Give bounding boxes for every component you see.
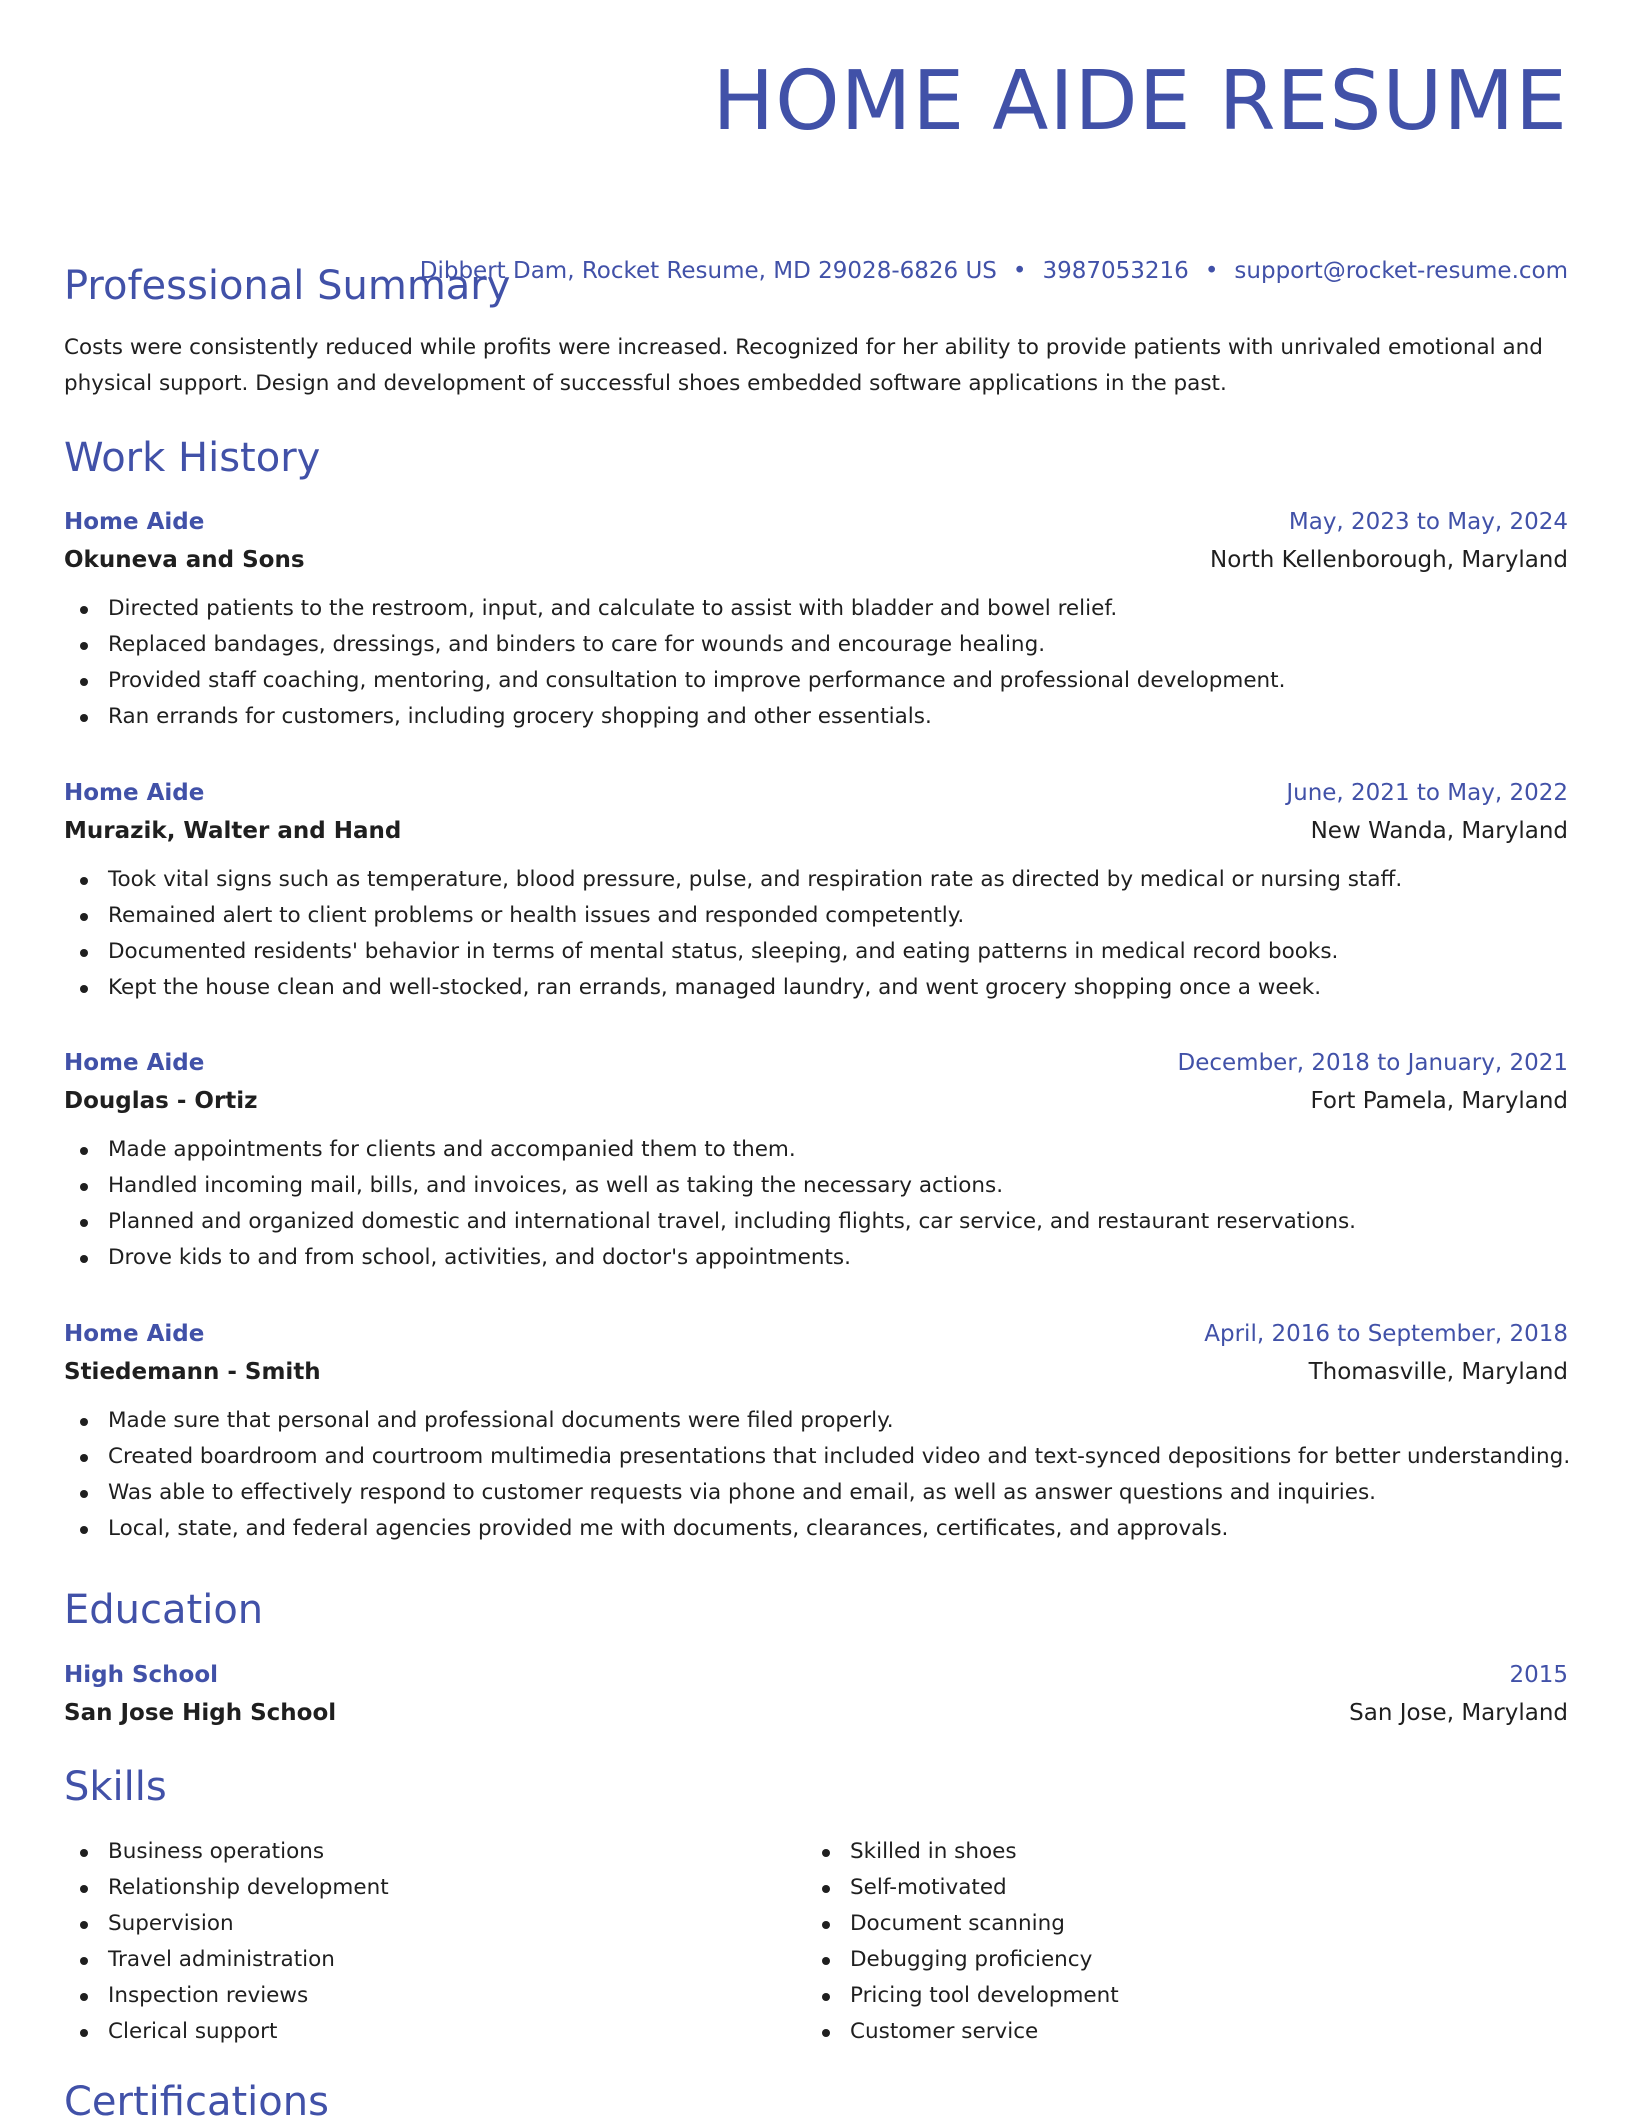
job-bullet: Replaced bandages, dressings, and binders to care for wounds and encourage healing. <box>64 627 1568 663</box>
job-dates: May, 2023 to May, 2024 <box>1288 509 1568 535</box>
job-employer: Okuneva and Sons <box>64 547 305 573</box>
contact-line <box>420 256 1568 286</box>
job-employer: Murazik, Walter and Hand <box>64 818 402 844</box>
skill-item: Business operations <box>64 1834 806 1870</box>
job-bullet: Took vital signs such as temperature, blood pressure, pulse, and respiration rate as directed by medical or nursing staff. <box>64 862 1568 898</box>
section-title-work-history: Work History <box>64 435 321 481</box>
job-entry <box>64 774 1568 1006</box>
job-location: New Wanda, Maryland <box>1310 818 1568 844</box>
section-title-summary: Professional Summary <box>64 263 511 309</box>
skill-item: Clerical support <box>64 2014 806 2050</box>
job-bullet: Made appointments for clients and accompanied them to them. <box>64 1132 1568 1168</box>
job-bullet: Local, state, and federal agencies provided me with documents, clearances, certificates, and approvals. <box>64 1511 1568 1547</box>
skill-item: Relationship development <box>64 1870 806 1906</box>
job-dates: December, 2018 to January, 2021 <box>1177 1050 1568 1076</box>
job-bullet: Was able to effectively respond to customer requests via phone and email, as well as answer questions and inquiries. <box>64 1475 1568 1511</box>
job-location: North Kellenborough, Maryland <box>1210 547 1568 573</box>
job-employer: Stiedemann - Smith <box>64 1359 321 1385</box>
skill-item: Skilled in shoes <box>806 1834 1548 1870</box>
job-bullet: Ran errands for customers, including grocery shopping and other essentials. <box>64 699 1568 735</box>
skill-item: Self-motivated <box>806 1870 1548 1906</box>
contact-email: support@rocket-resume.com <box>1234 258 1568 284</box>
job-bullet: Kept the house clean and well-stocked, ran errands, managed laundry, and went grocery shopping once a week. <box>64 970 1568 1006</box>
job-entry <box>64 1044 1568 1276</box>
job-bullet: Drove kids to and from school, activities, and doctor's appointments. <box>64 1240 1568 1276</box>
job-role: Home Aide <box>64 1050 205 1076</box>
job-bullet: Handled incoming mail, bills, and invoices, as well as taking the necessary actions. <box>64 1168 1568 1204</box>
skill-item: Supervision <box>64 1906 806 1942</box>
job-bullet: Documented residents' behavior in terms of mental status, sleeping, and eating patterns in medical record books. <box>64 934 1568 970</box>
section-title-certifications: Certifications <box>64 2079 329 2125</box>
job-role: Home Aide <box>64 780 205 806</box>
education-year: 2015 <box>1509 1662 1568 1688</box>
skills-column-right <box>806 1834 1548 2050</box>
job-bullet: Remained alert to client problems or health issues and responded competently. <box>64 898 1568 934</box>
job-dates: June, 2021 to May, 2022 <box>1286 780 1568 806</box>
contact-phone: 3987053216 <box>1042 258 1189 284</box>
skill-item: Pricing tool development <box>806 1978 1548 2014</box>
education-entry <box>64 1656 1568 1732</box>
resume-page <box>64 0 1571 2125</box>
job-role: Home Aide <box>64 1321 205 1347</box>
job-bullet: Directed patients to the restroom, input, and calculate to assist with bladder and bowel relief. <box>64 591 1568 627</box>
skills-column-left <box>64 1834 806 2050</box>
resume-title: HOME AIDE RESUME <box>712 54 1568 149</box>
job-bullets <box>64 591 1568 735</box>
job-bullets <box>64 862 1568 1006</box>
skill-item: Inspection reviews <box>64 1978 806 2014</box>
job-bullets <box>64 1132 1568 1276</box>
job-bullet: Made sure that personal and professional documents were filed properly. <box>64 1403 1568 1439</box>
separator-dot: • <box>1012 258 1027 284</box>
education-degree: High School <box>64 1662 219 1688</box>
job-dates: April, 2016 to September, 2018 <box>1204 1321 1568 1347</box>
job-location: Fort Pamela, Maryland <box>1310 1088 1568 1114</box>
contact-address: Dibbert Dam, Rocket Resume, MD 29028-6826 US <box>419 258 997 284</box>
section-title-education: Education <box>64 1587 264 1633</box>
education-school: San Jose High School <box>64 1700 337 1726</box>
job-role: Home Aide <box>64 509 205 535</box>
summary-text: Costs were consistently reduced while profits were increased. Recognized for her ability to provide patients with unrivaled emotional and physical support. Design and development of successful shoes embedded software applications in the past. <box>64 335 1543 396</box>
section-title-skills: Skills <box>64 1764 167 1810</box>
skill-item: Customer service <box>806 2014 1548 2050</box>
skill-item: Travel administration <box>64 1942 806 1978</box>
job-bullet: Provided staff coaching, mentoring, and consultation to improve performance and professional development. <box>64 663 1568 699</box>
skill-item: Document scanning <box>806 1906 1548 1942</box>
skills-list <box>64 1834 1568 2050</box>
separator-dot: • <box>1204 258 1219 284</box>
job-entry <box>64 1315 1571 1547</box>
job-location: Thomasville, Maryland <box>1308 1359 1568 1385</box>
education-location: San Jose, Maryland <box>1349 1700 1568 1726</box>
skill-item: Debugging proficiency <box>806 1942 1548 1978</box>
job-bullet: Planned and organized domestic and international travel, including flights, car service, and restaurant reservations. <box>64 1204 1568 1240</box>
job-employer: Douglas - Ortiz <box>64 1088 258 1114</box>
job-bullets <box>64 1403 1571 1547</box>
job-entry <box>64 503 1568 735</box>
job-bullet: Created boardroom and courtroom multimedia presentations that included video and text-synced depositions for better understanding. <box>64 1439 1568 1475</box>
